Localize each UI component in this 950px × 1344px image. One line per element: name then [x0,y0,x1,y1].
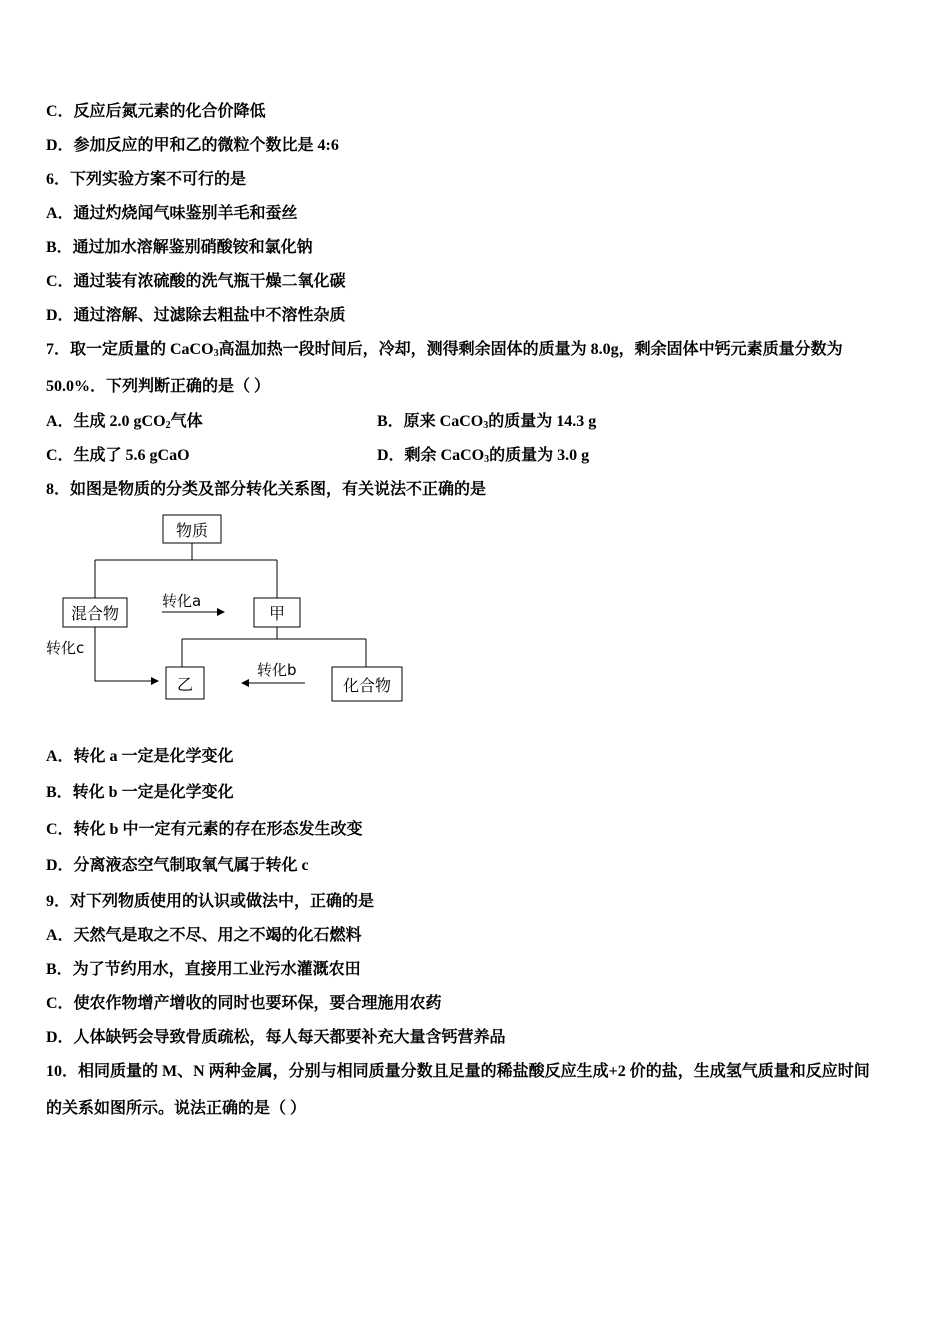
question-10-line-2: 的关系如图所示。说法正确的是（ ） [46,1100,307,1117]
q7-option-d [377,446,589,466]
q7a-text-part1: A．生成 2.0 gCO [46,413,166,430]
classification-diagram [0,500,950,730]
jia-label: 甲 [268,604,286,623]
q7b-subscript: 3 [483,420,489,431]
q5-option-c: C．反应后氮元素的化合价降低 [46,103,266,120]
q8-option-c: C．转化 b 中一定有元素的存在形态发生改变 [46,821,363,838]
q7d-subscript: 3 [484,454,490,465]
q7-option-c: C．生成了 5.6 gCaO [46,447,190,464]
q9-option-a: A．天然气是取之不尽、用之不竭的化石燃料 [46,927,362,944]
q7d-text-part1: D．剩余 CaCO [377,447,485,464]
yi-label: 乙 [176,675,194,694]
conversion-a-label: 转化a [162,592,202,610]
conversion-c-arrow [95,627,158,681]
q7-text-part2: 高温加热一段时间后，冷却，测得剩余固体的质量为 8.0g，剩余固体中钙元素质量分数为 [218,341,843,358]
q7-option-b [377,412,596,432]
q8-option-d: D．分离液态空气制取氧气属于转化 c [46,857,309,874]
q7-subscript: 3 [213,348,219,359]
question-8: 8．如图是物质的分类及部分转化关系图，有关说法不正确的是 [46,481,487,498]
question-6: 6．下列实验方案不可行的是 [46,171,247,188]
q5-option-d: D．参加反应的甲和乙的微粒个数比是 4:6 [46,137,339,154]
q7b-text-part2: 的质量为 14.3 g [488,413,597,430]
q6-option-d: D．通过溶解、过滤除去粗盐中不溶性杂质 [46,307,346,324]
conversion-b-label: 转化b [257,661,297,679]
conversion-c-label: 转化c [46,639,85,657]
q7-text-part1: 7．取一定质量的 CaCO [46,341,214,358]
q8-option-b: B．转化 b 一定是化学变化 [46,784,234,801]
question-10-line-1: 10．相同质量的 M、N 两种金属，分别与相同质量分数且足量的稀盐酸反应生成+2 价的盐，生成氢气质量和反应时间 [46,1063,870,1080]
q7d-text-part2: 的质量为 3.0 g [489,447,590,464]
q9-option-d: D．人体缺钙会导致骨质疏松，每人每天都要补充大量含钙营养品 [46,1029,506,1046]
q9-option-b: B．为了节约用水，直接用工业污水灌溉农田 [46,961,361,978]
compound-label: 化合物 [342,676,392,695]
q7-option-a [46,412,203,432]
question-7-line-1 [46,340,843,360]
q6-option-c: C．通过装有浓硫酸的洗气瓶干燥二氧化碳 [46,273,346,290]
q6-option-b: B．通过加水溶解鉴别硝酸铵和氯化钠 [46,239,313,256]
q6-option-a: A．通过灼烧闻气味鉴别羊毛和蚕丝 [46,205,298,222]
question-7-line-2: 50.0%．下列判断正确的是（ ） [46,378,271,395]
q9-option-c: C．使农作物增产增收的同时也要环保，要合理施用农药 [46,995,442,1012]
question-9: 9．对下列物质使用的认识或做法中，正确的是 [46,893,375,910]
q7b-text-part1: B．原来 CaCO [377,413,484,430]
matter-label: 物质 [175,521,209,540]
q8-option-a: A．转化 a 一定是化学变化 [46,748,234,765]
mixture-label: 混合物 [70,604,120,623]
q7a-subscript: 2 [165,420,171,431]
q7a-text-part2: 气体 [170,413,203,430]
